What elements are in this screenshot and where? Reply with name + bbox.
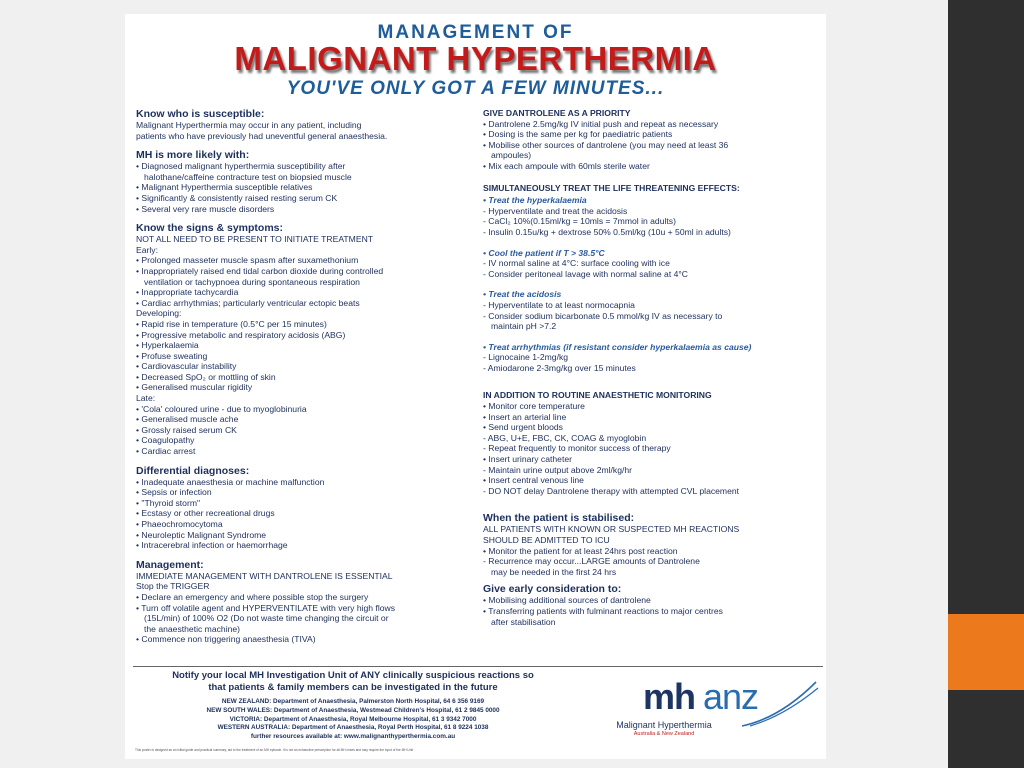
list-item: - Lignocaine 1-2mg/kg xyxy=(483,352,569,363)
section-heading: MH is more likely with: xyxy=(136,149,250,162)
list-item: halothane/caffeine contracture test on biopsied muscle xyxy=(144,171,352,182)
list-item: • Cardiac arrest xyxy=(136,446,196,457)
list-item: - Amiodarone 2-3mg/kg over 15 minutes xyxy=(483,362,636,373)
list-item: • Intracerebral infection or haemorrhage xyxy=(136,540,288,551)
notify-line-2: that patients & family members can be investigated in the future xyxy=(208,682,498,693)
section-subheading xyxy=(483,524,818,545)
logo-swoosh-icon xyxy=(740,678,820,728)
list-item: VICTORIA: Department of Anaesthesia, Royal Melbourne Hospital, 61 3 9342 7000 xyxy=(229,715,477,723)
footer-divider xyxy=(133,666,823,667)
bullet-list xyxy=(483,300,818,332)
list-item: • Dosing is the same per kg for paediatric patients xyxy=(483,129,673,140)
section-heading: Differential diagnoses: xyxy=(136,464,250,477)
list-item: • Sepsis or infection xyxy=(136,487,212,498)
list-item: ampoules) xyxy=(491,150,532,161)
list-item: • Dantrolene 2.5mg/kg IV initial push and repeat as necessary xyxy=(483,118,719,129)
poster xyxy=(125,14,826,759)
bullet-list xyxy=(483,119,818,172)
list-item: • Insert an arterial line xyxy=(483,411,567,422)
section-heading: When the patient is stabilised: xyxy=(483,512,635,525)
list-item: SHOULD BE ADMITTED TO ICU xyxy=(483,535,610,545)
list-item: • Generalised muscular rigidity xyxy=(136,382,253,393)
sub-heading: • Treat the hyperkalaemia xyxy=(483,195,587,206)
section-heading: SIMULTANEOUSLY TREAT THE LIFE THREATENING EFFECTS: xyxy=(483,182,740,193)
contact-addresses xyxy=(133,698,573,742)
list-item: • Several very rare muscle disorders xyxy=(136,203,275,214)
list-item: ALL PATIENTS WITH KNOWN OR SUSPECTED MH REACTIONS xyxy=(483,524,740,535)
list-item: Malignant Hyperthermia may occur in any patient, including xyxy=(136,120,362,130)
list-item: • Coagulopathy xyxy=(136,435,195,446)
bullet-list xyxy=(483,206,818,238)
title-line-3: YOU'VE ONLY GOT A FEW MINUTES... xyxy=(286,78,665,99)
list-item: • Monitor the patient for at least 24hrs post reaction xyxy=(483,545,678,556)
list-item: • "Thyroid storm" xyxy=(136,497,201,508)
list-label: Stop the TRIGGER xyxy=(136,581,210,592)
list-item: • Hyperkalaemia xyxy=(136,340,199,351)
logo-mh: mh xyxy=(643,676,695,717)
list-item: • Transferring patients with fulminant reactions to major centres xyxy=(483,605,723,616)
section-heading: GIVE DANTROLENE AS A PRIORITY xyxy=(483,108,631,118)
sub-heading: • Treat the acidosis xyxy=(483,289,562,300)
list-item: • Significantly & consistently raised resting serum CK xyxy=(136,192,338,203)
list-item: NEW ZEALAND: Department of Anaesthesia, Palmerston North Hospital, 64 6 356 9169 xyxy=(221,698,485,705)
list-item: after stabilisation xyxy=(491,616,556,627)
list-item: - Repeat frequently to monitor success of therapy xyxy=(483,443,671,454)
list-item: • Rapid rise in temperature (0.5°C per 15 minutes) xyxy=(136,318,327,329)
bullet-list xyxy=(136,319,471,393)
list-item: • Grossly raised serum CK xyxy=(136,424,237,435)
bullet-list xyxy=(136,255,471,308)
list-item: • Send urgent bloods xyxy=(483,422,563,433)
disclaimer-text: This poster is designed as an initial guide and practical summary, aid to the treatment of an MH episode. It is not an exhaustive prescription for all MH crises and may require the input of the MH Unit xyxy=(135,748,414,752)
list-item: - Consider sodium bicarbonate 0.5 mmol/kg IV as necessary to xyxy=(483,310,723,321)
list-item: - IV normal saline at 4°C: surface cooling with ice xyxy=(483,258,670,269)
sub-heading: • Cool the patient if T > 38.5°C xyxy=(483,247,605,258)
list-label: Early: xyxy=(136,244,158,255)
list-label: Late: xyxy=(136,393,156,404)
bullet-list xyxy=(136,404,471,457)
section-body xyxy=(136,120,471,141)
list-item: • Mix each ampoule with 60mls sterile water xyxy=(483,160,650,171)
list-label: Developing: xyxy=(136,308,182,319)
footer-notice xyxy=(133,670,573,742)
list-item: • Mobilise other sources of dantrolene (you may need at least 36 xyxy=(483,139,729,150)
list-item: • Generalised muscle ache xyxy=(136,414,239,425)
list-item: • Prolonged masseter muscle spasm after suxamethonium xyxy=(136,255,359,266)
list-item: WESTERN AUSTRALIA: Department of Anaesthesia, Royal Perth Hospital, 61 8 9224 1038 xyxy=(217,724,489,732)
list-item: - DO NOT delay Dantrolene therapy with attempted CVL placement xyxy=(483,485,740,496)
list-item: • Monitor core temperature xyxy=(483,401,585,412)
list-item: • Malignant Hyperthermia susceptible relatives xyxy=(136,182,313,193)
list-item: - ABG, U+E, FBC, CK, COAG & myoglobin xyxy=(483,432,647,443)
section-subheading: NOT ALL NEED TO BE PRESENT TO INITIATE TREATMENT xyxy=(136,234,374,245)
notify-line-1: Notify your local MH Investigation Unit of ANY clinically suspicious reactions so xyxy=(172,670,534,681)
bullet-list xyxy=(483,401,818,496)
list-item: - Maintain urine output above 2ml/kg/hr xyxy=(483,464,633,475)
bullet-list xyxy=(136,477,471,551)
list-item: • Diagnosed malignant hyperthermia susceptibility after xyxy=(136,161,346,172)
section-heading: Know who is susceptible: xyxy=(136,108,265,120)
list-item: maintain pH >7.2 xyxy=(491,321,557,332)
list-item: • Mobilising additional sources of dantrolene xyxy=(483,595,651,606)
list-item: • Ecstasy or other recreational drugs xyxy=(136,508,275,519)
list-item: ventilation or tachypnoea during spontaneous respiration xyxy=(144,276,360,287)
title-line-1: MANAGEMENT OF xyxy=(377,22,574,43)
list-item: • Turn off volatile agent and HYPERVENTILATE with very high flows xyxy=(136,602,396,613)
list-item: (15L/min) of 100% O2 (Do not waste time changing the circuit or xyxy=(144,613,389,624)
list-item: - Hyperventilate to at least normocapnia xyxy=(483,299,635,310)
logo-anz: anz xyxy=(703,676,759,717)
list-item: - CaCl₂ 10%(0.15ml/kg = 10mls = 7mmol in adults) xyxy=(483,216,676,227)
list-item: • Inappropriate tachycardia xyxy=(136,287,239,298)
bullet-list xyxy=(136,161,471,214)
title-line-2: MALIGNANT HYPERTHERMIA xyxy=(234,40,717,77)
list-item: • Progressive metabolic and respiratory acidosis (ABG) xyxy=(136,329,346,340)
right-column xyxy=(483,108,818,627)
list-item: further resources available at: www.malignanthyperthermia.com.au xyxy=(250,733,456,741)
list-item: • Decreased SpO₂ or mottling of skin xyxy=(136,371,276,382)
section-heading: Give early consideration to: xyxy=(483,583,622,596)
list-item: - Insulin 0.15u/kg + dextrose 50% 0.5ml/kg (10u + 50ml in adults) xyxy=(483,226,731,237)
bullet-list xyxy=(483,352,818,373)
list-item: • Inadequate anaesthesia or machine malfunction xyxy=(136,476,325,487)
list-item: • Inappropriately raised end tidal carbon dioxide during controlled xyxy=(136,265,384,276)
list-item: - Hyperventilate and treat the acidosis xyxy=(483,205,628,216)
list-item: • Cardiac arrhythmias; particularly ventricular ectopic beats xyxy=(136,297,360,308)
list-item: - Recurrence may occur...LARGE amounts of Dantrolene xyxy=(483,556,700,567)
list-item: the anaesthetic machine) xyxy=(144,623,241,634)
list-item: • Profuse sweating xyxy=(136,350,208,361)
side-bar-accent xyxy=(948,614,1024,690)
bullet-list xyxy=(483,258,818,279)
bullet-list xyxy=(136,592,471,645)
list-item: - Consider peritoneal lavage with normal saline at 4°C xyxy=(483,268,689,279)
bullet-list xyxy=(483,595,818,627)
list-item: • Declare an emergency and where possible stop the surgery xyxy=(136,591,369,602)
list-item: may be needed in the first 24 hrs xyxy=(491,566,617,577)
logo-caption: Malignant Hyperthermia xyxy=(616,720,712,730)
left-column xyxy=(136,108,471,645)
section-heading: Management: xyxy=(136,558,204,571)
list-item: • Insert urinary catheter xyxy=(483,454,572,465)
list-item: • Neuroleptic Malignant Syndrome xyxy=(136,529,267,540)
list-item: NEW SOUTH WALES: Department of Anaesthesia, Westmead Children's Hospital, 61 2 9845 0000 xyxy=(206,706,500,714)
sub-heading: • Treat arrhythmias (if resistant consider hyperkalaemia as cause) xyxy=(483,341,752,352)
bullet-list xyxy=(483,546,818,578)
section-subheading: IMMEDIATE MANAGEMENT WITH DANTROLENE IS ESSENTIAL xyxy=(136,570,393,581)
section-heading: Know the signs & symptoms: xyxy=(136,222,284,235)
list-item: • 'Cola' coloured urine - due to myoglobinuria xyxy=(136,403,307,414)
list-item: • Insert central venous line xyxy=(483,475,584,486)
logo-subcaption: Australia & New Zealand xyxy=(633,731,695,737)
list-item: • Commence non triggering anaesthesia (TIVA) xyxy=(136,634,316,645)
mhanz-logo xyxy=(580,676,820,742)
list-item: patients who have previously had uneventful general anaesthesia. xyxy=(136,130,388,141)
list-item: • Cardiovascular instability xyxy=(136,361,237,372)
section-heading: IN ADDITION TO ROUTINE ANAESTHETIC MONITORING xyxy=(483,390,712,401)
list-item: • Phaeochromocytoma xyxy=(136,519,223,529)
